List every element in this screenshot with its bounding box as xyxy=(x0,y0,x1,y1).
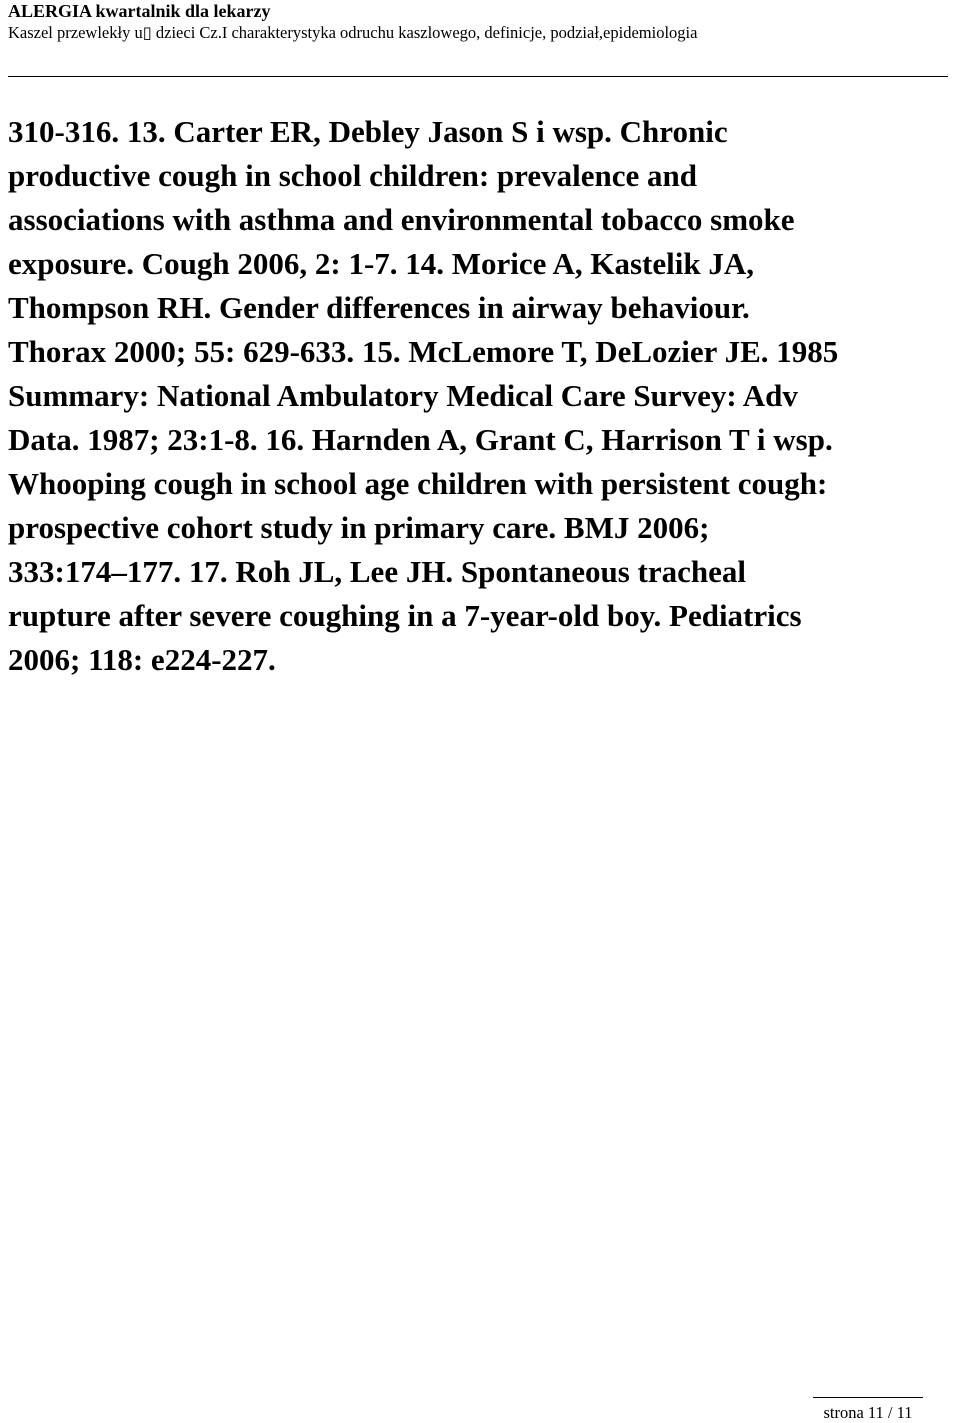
text-line: 333:174–177. 17. Roh JL, Lee JH. Spontaneous tracheal xyxy=(8,554,746,589)
text-line: Data. 1987; 23:1-8. 16. Harnden A, Grant C, Harrison T i wsp. xyxy=(8,422,833,457)
article-title: Kaszel przewlekły u▯ dzieci Cz.I charakterystyka odruchu kaszlowego, definicje, podział,epidemiologia xyxy=(8,23,698,42)
text-line: associations with asthma and environmental tobacco smoke xyxy=(8,202,795,237)
page-header xyxy=(8,0,948,44)
text-line: productive cough in school children: prevalence and xyxy=(8,158,697,193)
journal-title: ALERGIA kwartalnik dla lekarzy xyxy=(8,1,271,21)
text-line: Thompson RH. Gender differences in airway behaviour. xyxy=(8,290,750,325)
text-line: 310-316. 13. Carter ER, Debley Jason S i wsp. Chronic xyxy=(8,114,728,149)
header-divider xyxy=(8,76,948,77)
references-text xyxy=(8,110,958,682)
text-line: exposure. Cough 2006, 2: 1-7. 14. Morice A, Kastelik JA, xyxy=(8,246,754,281)
text-line: Summary: National Ambulatory Medical Care Survey: Adv xyxy=(8,378,798,413)
text-line: prospective cohort study in primary care. BMJ 2006; xyxy=(8,510,710,545)
footer-divider xyxy=(813,1397,923,1398)
text-line: Thorax 2000; 55: 629-633. 15. McLemore T, DeLozier JE. 1985 xyxy=(8,334,839,369)
text-line: rupture after severe coughing in a 7-year-old boy. Pediatrics xyxy=(8,598,802,633)
text-line: Whooping cough in school age children with persistent cough: xyxy=(8,466,828,501)
page-number: strona 11 / 11 xyxy=(823,1403,913,1422)
text-line: 2006; 118: e224-227. xyxy=(8,642,276,677)
